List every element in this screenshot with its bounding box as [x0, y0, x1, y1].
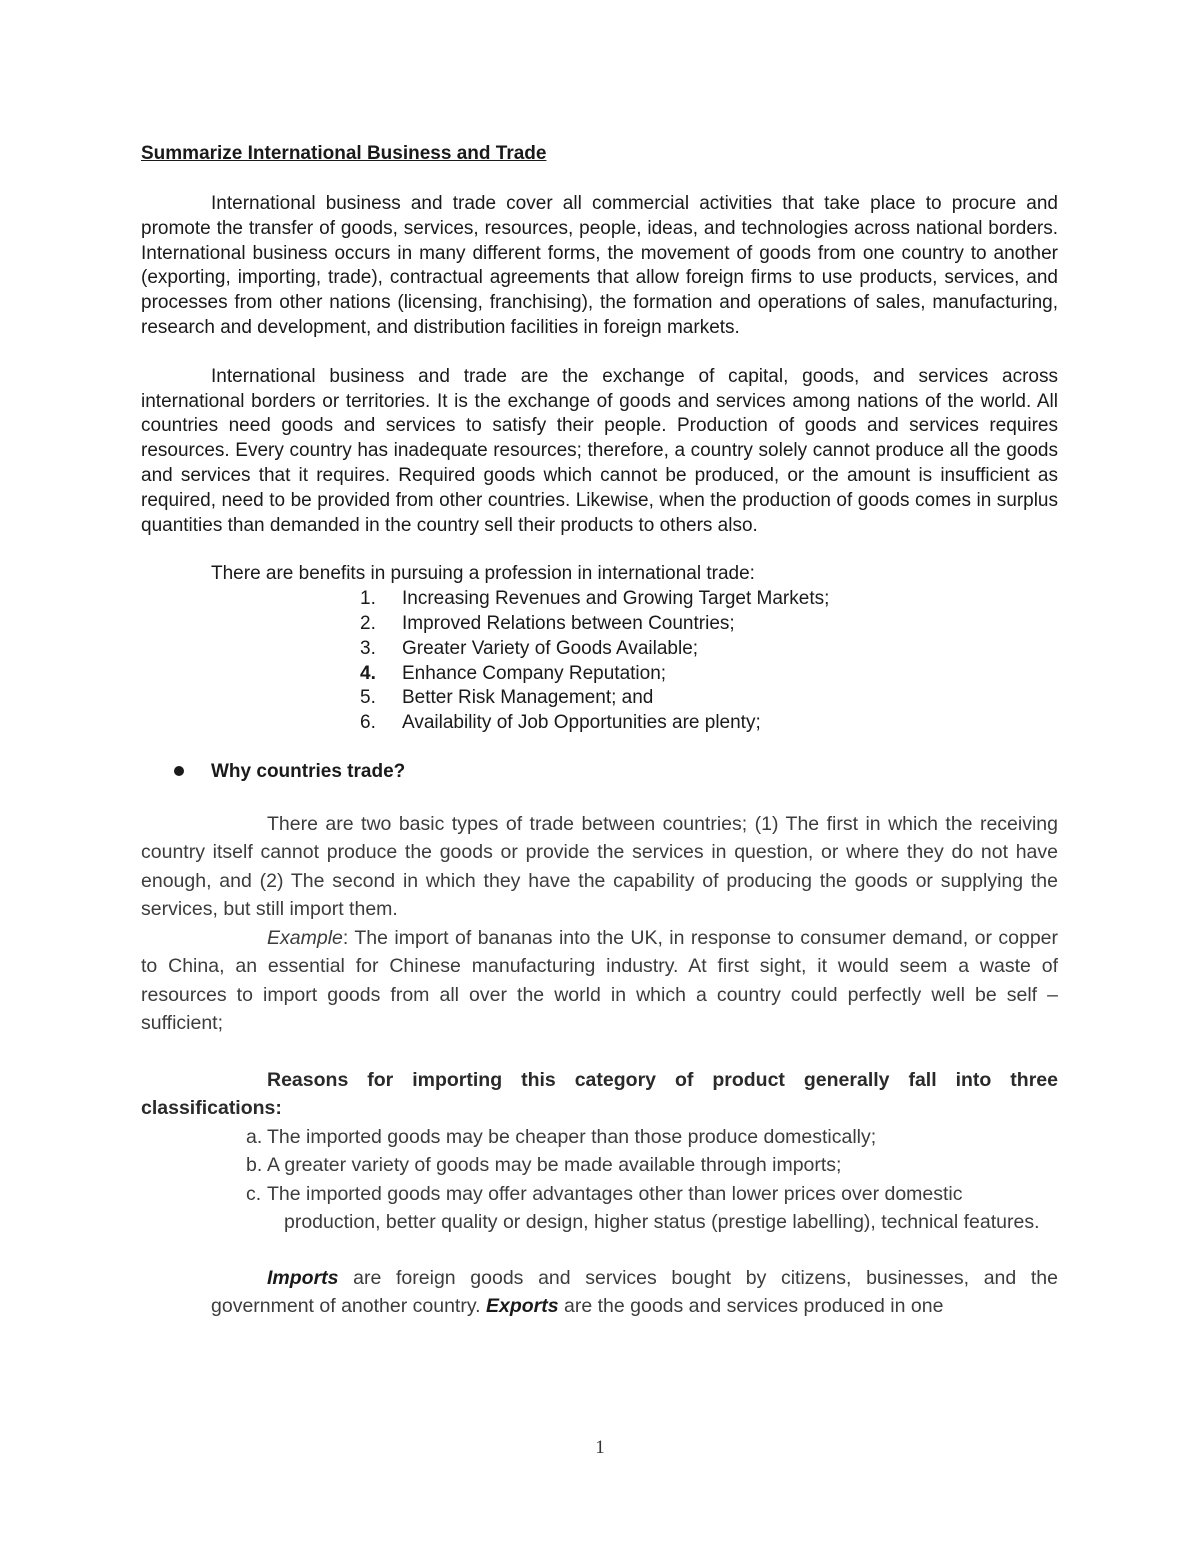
list-item	[360, 662, 1058, 687]
paragraph-imports-exports	[211, 1264, 1058, 1320]
example-label: Example	[267, 926, 343, 949]
list-item	[360, 637, 1058, 662]
exports-label: Exports	[485, 1294, 559, 1317]
spacer	[141, 341, 1058, 365]
exports-text: are the goods and services produced in one	[558, 1294, 944, 1317]
list-item-text: Greater Variety of Goods Available;	[402, 637, 699, 659]
spacer	[141, 1038, 1058, 1066]
list-item-continuation: production, better quality or design, higher status (prestige labelling), technical features.	[284, 1211, 1040, 1234]
list-item	[246, 1151, 1058, 1180]
reasons-list	[141, 1123, 1058, 1237]
list-number: 3.	[360, 637, 376, 659]
list-item	[360, 711, 1058, 736]
section-heading-text: Why countries trade?	[211, 760, 406, 782]
list-item-text: The imported goods may be cheaper than those produce domestically;	[267, 1125, 877, 1148]
paragraph-example	[141, 924, 1058, 1038]
list-item	[360, 612, 1058, 637]
reasons-heading: Reasons for importing this category of product generally fall into three classifications:	[141, 1068, 1058, 1120]
bullet-icon	[174, 766, 184, 776]
list-item-text: Availability of Job Opportunities are plenty;	[402, 712, 761, 734]
list-number: 4.	[360, 662, 376, 684]
list-item-text: Enhance Company Reputation;	[402, 662, 667, 684]
section-heading	[141, 760, 1058, 784]
list-item	[246, 1180, 1058, 1237]
list-item	[246, 1123, 1058, 1152]
list-number: 5.	[360, 687, 376, 709]
list-item-text: Better Risk Management; and	[402, 687, 654, 709]
document-body	[141, 142, 1058, 1320]
spacer	[141, 784, 1058, 810]
list-item-text: The imported goods may offer advantages other than lower prices over domestic	[267, 1182, 963, 1205]
paragraph-intro: International business and trade cover all commercial activities that take place to procure and promote the transfer of goods, services, resources, people, ideas, and technologies across national borders. International business occurs in many different forms, the movement of goods from one country to another (exporting, importing, trade), contractual agreements that allow foreign firms to use products, services, and processes from other nations (licensing, franchising), the formation and operations of sales, manufacturing, research and development, and distribution facilities in foreign markets.	[141, 193, 1058, 338]
benefits-list	[141, 587, 1058, 736]
spacer	[141, 538, 1058, 562]
list-number: 6.	[360, 712, 376, 734]
paragraph-trade-types: There are two basic types of trade between countries; (1) The first in which the receiving country itself cannot produce the goods or provide the services in question, or where they do not have enough, and (2) The second in which they have the capability of producing the goods or supplying the services, but still import them.	[141, 812, 1058, 921]
benefits-intro: There are benefits in pursuing a profession in international trade:	[211, 563, 755, 585]
list-letter: c.	[246, 1182, 262, 1205]
list-number: 1.	[360, 588, 376, 610]
example-text: : The import of bananas into the UK, in response to consumer demand, or copper to China, an essential for Chinese manufacturing industry. At first sight, it would seem a waste of resources to import goods from all over the world in which a country could perfectly well be self – sufficient;	[141, 926, 1058, 1035]
spacer	[141, 1237, 1058, 1264]
imports-text: are foreign goods and services bought by citizens, businesses, and the government of another country.	[211, 1266, 1058, 1317]
paragraph-exchange: International business and trade are the exchange of capital, goods, and services across international borders or territories. It is the exchange of goods and services among nations of the world. All countries need goods and services to satisfy their people. Production of goods and services requires resources. Every country has inadequate resources; therefore, a country solely cannot produce all the goods and services that it requires. Required goods which cannot be produced, or the amount is insufficient as required, need to be provided from other countries. Likewise, when the production of goods comes in surplus quantities than demanded in the country sell their products to others also.	[141, 365, 1058, 536]
list-item	[360, 686, 1058, 711]
list-item-text: Increasing Revenues and Growing Target Markets;	[402, 588, 830, 610]
list-item-text: A greater variety of goods may be made available through imports;	[267, 1154, 842, 1177]
list-letter: b.	[246, 1154, 263, 1177]
document-title: Summarize International Business and Trade	[141, 143, 547, 164]
list-letter: a.	[246, 1125, 263, 1148]
list-item-text: Improved Relations between Countries;	[402, 612, 735, 634]
page-number: 1	[595, 1437, 605, 1458]
list-item	[360, 587, 1058, 612]
imports-label: Imports	[267, 1266, 339, 1289]
list-number: 2.	[360, 612, 376, 634]
